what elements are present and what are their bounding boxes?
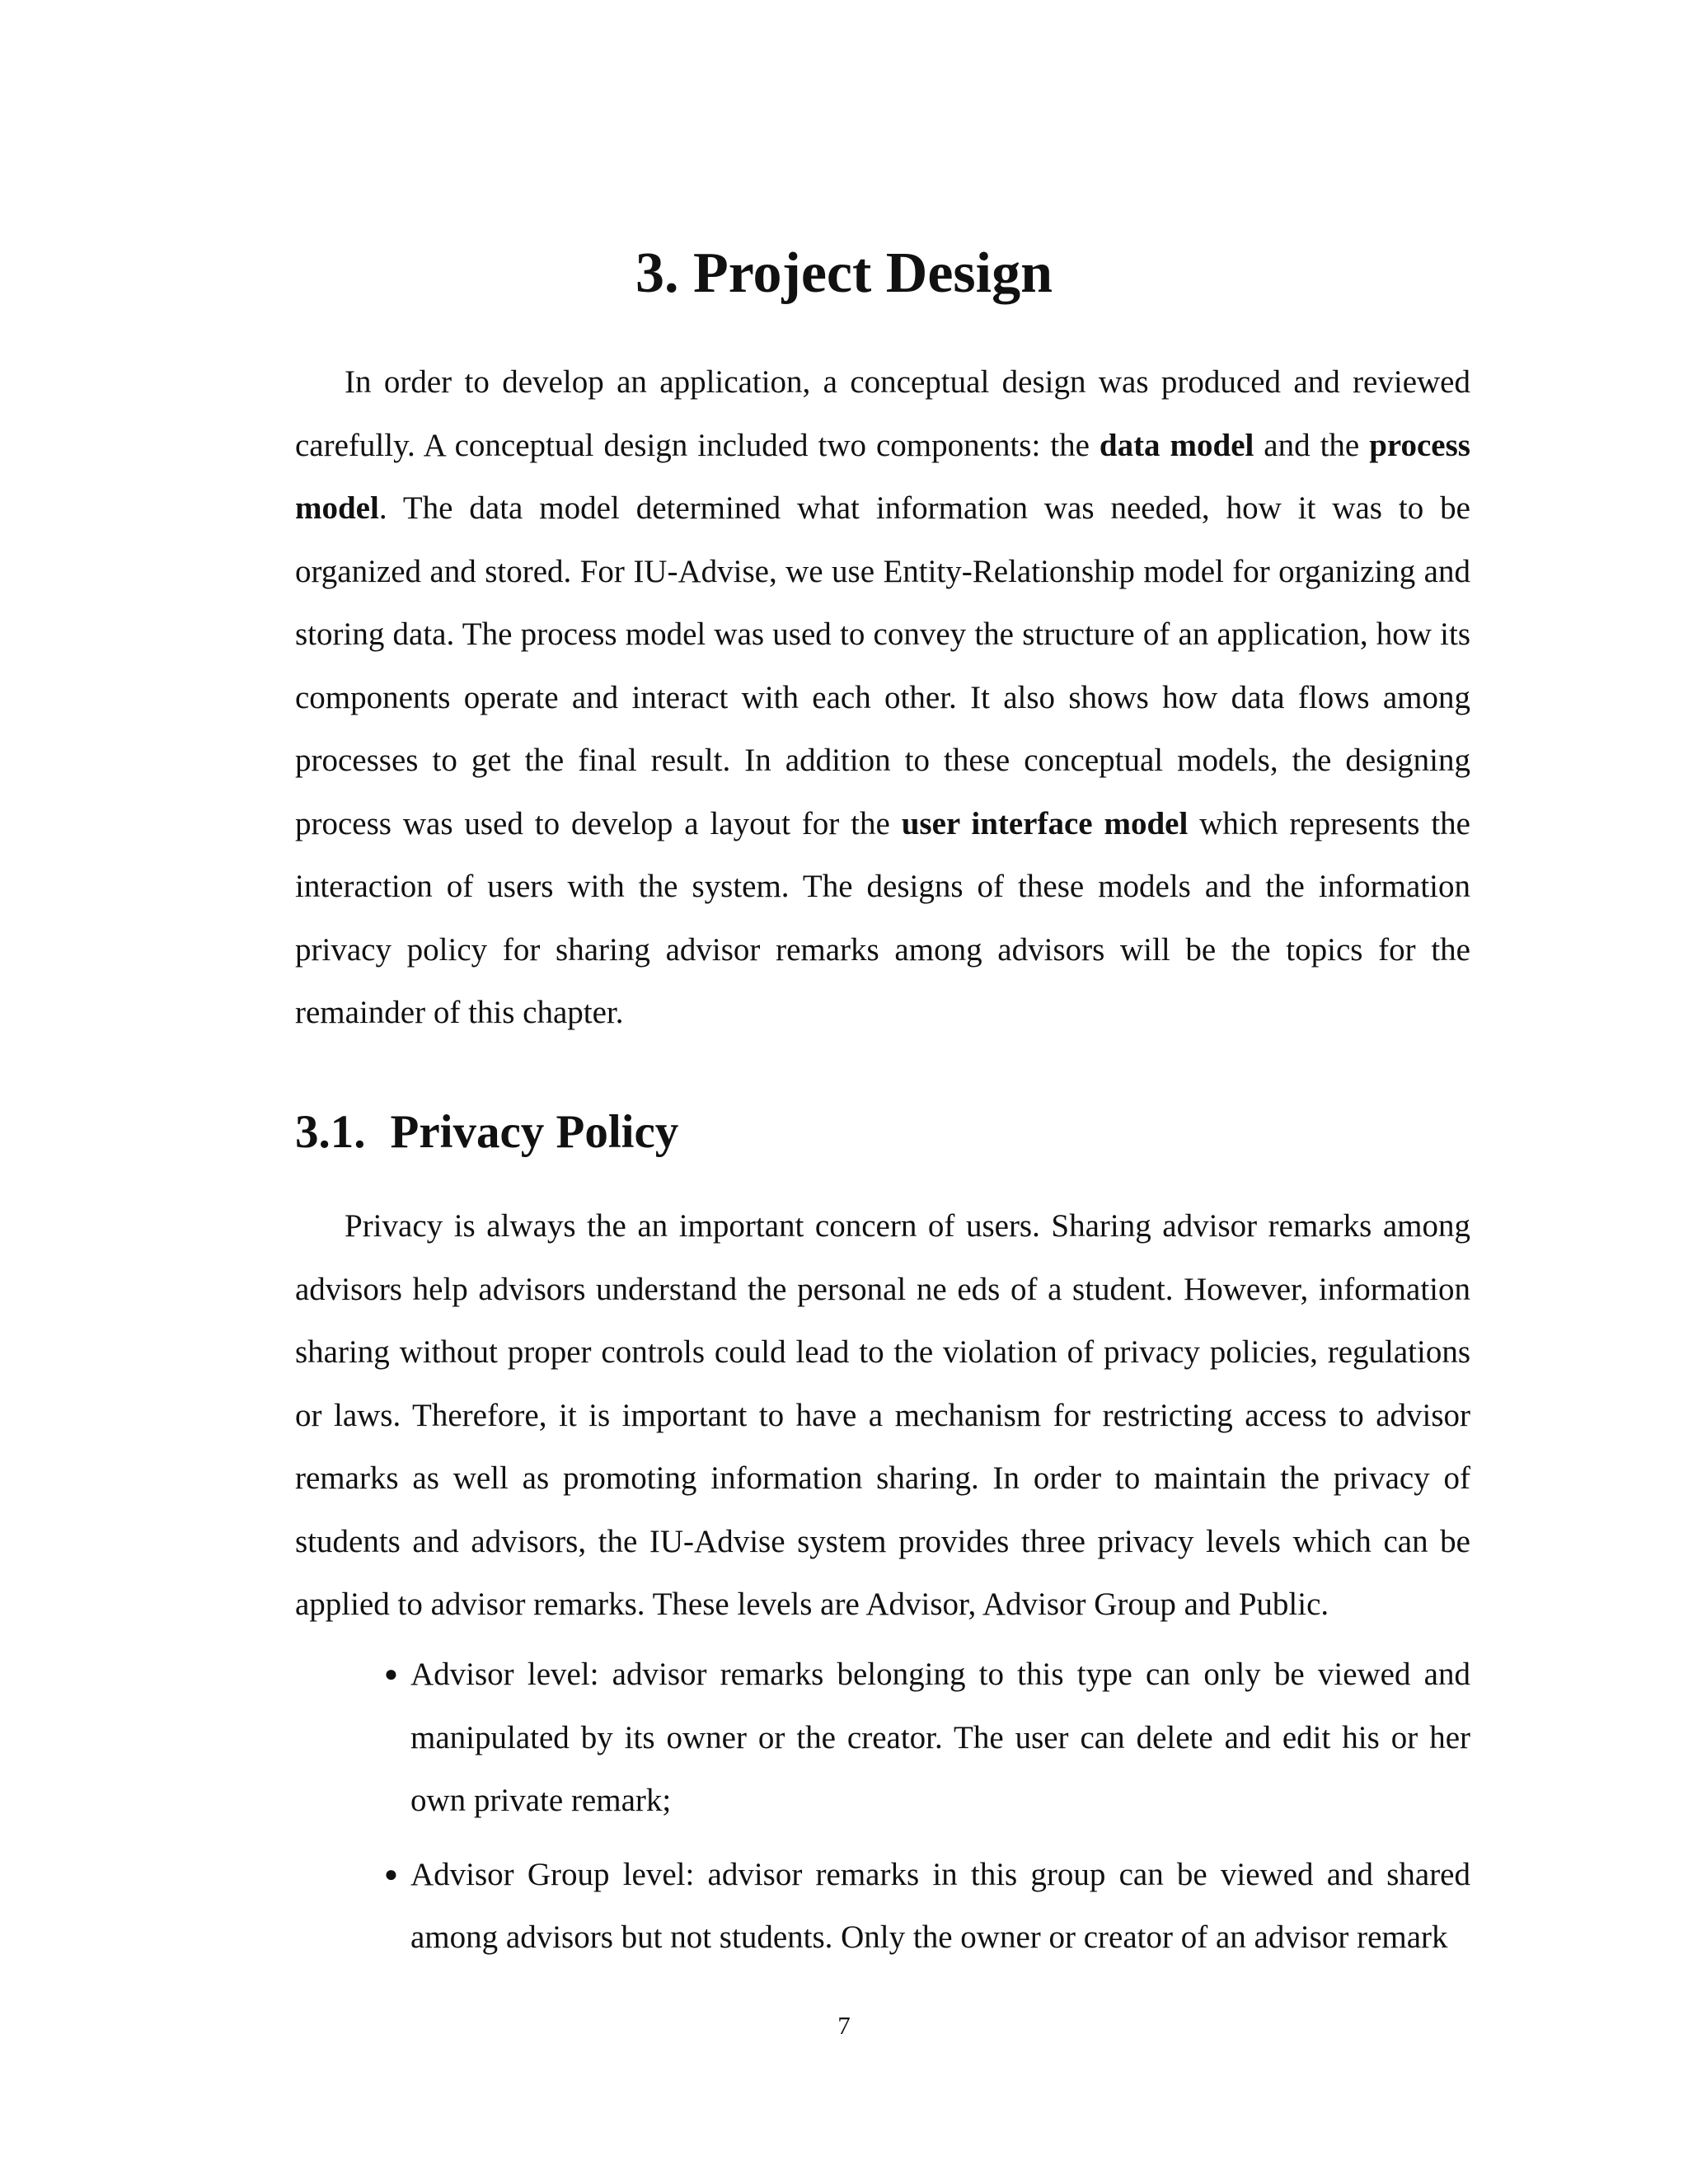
section-heading	[295, 1104, 678, 1160]
page-number: 7	[837, 2011, 851, 2040]
intro-text-1: In order to develop an application, a conceptual design was produced and reviewed carefully. A conceptual design included two components: the	[295, 364, 1470, 463]
section-number: 3.1.	[295, 1106, 366, 1158]
list-item-text: Advisor Group level: advisor remarks in this group can be viewed and shared among advisors but not students. Only the owner or creator of an advisor remark	[410, 1856, 1470, 1955]
section-title: Privacy Policy	[390, 1106, 679, 1158]
intro-paragraph	[295, 351, 1470, 1045]
term-data-model: data model	[1099, 427, 1254, 463]
chapter-title: 3. Project Design	[635, 241, 1053, 305]
privacy-levels-list	[384, 1643, 1470, 1980]
bullet-icon: ●	[384, 1661, 398, 1687]
bullet-icon: ●	[384, 1861, 398, 1887]
intro-text-4: which represents the interaction of users with the system. The designs of these models and the information privacy policy for sharing advisor remarks among advisors will be the topics for the remainder of this chapter.	[295, 805, 1470, 1030]
term-user-interface-model: user interface model	[901, 805, 1189, 841]
privacy-paragraph: Privacy is always the an important concern of users. Sharing advisor remarks among advisors help advisors understand the personal ne eds of a student. However, information sharing without proper controls could lead to the violation of privacy policies, regulations or laws. Therefore, it is important to have a mechanism for restricting access to advisor remarks as well as promoting information sharing. In order to maintain the privacy of students and advisors, the IU-Advise system provides three privacy levels which can be applied to advisor remarks. These levels are Advisor, Advisor Group and Public.	[295, 1208, 1470, 1622]
list-item-text: Advisor level: advisor remarks belonging to this type can only be viewed and manipulated by its owner or the creator. The user can delete and edit his or her own private remark;	[410, 1657, 1470, 1818]
term-process-model: process model	[295, 427, 1470, 526]
list-item	[384, 1844, 1470, 1970]
intro-text-2: and the	[1254, 427, 1370, 463]
intro-text-3: . The data model determined what information was needed, how it was to be organized and stored. For IU-Advise, we use Entity-Relationship model for organizing and storing data. The process model was used to convey the structure of an application, how its components operate and interact with each other. It also shows how data flows among processes to get the final result. In addition to these conceptual models, the designing process was used to develop a layout for the	[295, 490, 1470, 841]
list-item	[384, 1643, 1470, 1833]
